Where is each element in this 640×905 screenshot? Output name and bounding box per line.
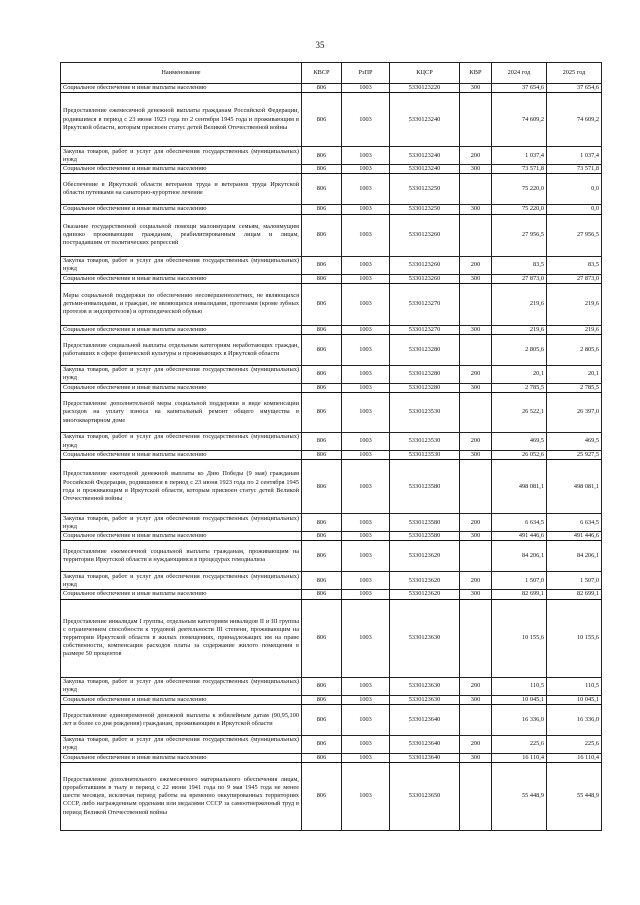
row-kvsr: 806 [302, 695, 342, 704]
table-row [61, 572, 602, 590]
row-rzpr: 1003 [342, 256, 390, 274]
row-kcsr: 5330123640 [390, 704, 460, 735]
row-value-2025: 6 634,5 [547, 514, 602, 532]
row-kvr: 200 [460, 433, 492, 451]
row-kvr: 200 [460, 365, 492, 383]
row-kcsr: 5330123580 [390, 532, 460, 541]
row-value-2025: 84 206,1 [547, 541, 602, 572]
row-kcsr: 5330123650 [390, 762, 460, 830]
row-kvr [460, 393, 492, 433]
row-name: Предоставление инвалидам I группы, отдельным категориям инвалидов II и III группы с ограничением способности к трудовой деятельности III степени, проживающим на территории Иркутской области в жилых помещениях, принадлежащих им на праве собственности, компенсации расходов платы за содержание жилого помещения в размере 50 процентов [61, 599, 302, 677]
table-row [61, 205, 602, 214]
table-row [61, 590, 602, 599]
header-2024: 2024 год [492, 63, 547, 84]
row-name: Предоставление дополнительного ежемесячного материального обеспечения лицам, проработавшим в тылу в период с 22 июня 1941 года по 9 мая 1945 года не менее шести месяцев, исключая период работы на временно оккупированных территориях СССР, либо награжденным орденами или медалями СССР за самоотверженный труд в период Великой Отечественной войны [61, 762, 302, 830]
row-kvr: 300 [460, 695, 492, 704]
row-kvr [460, 283, 492, 325]
table-row [61, 214, 602, 256]
header-kcsr: КЦСР [390, 63, 460, 84]
row-value-2025: 20,1 [547, 365, 602, 383]
row-kvr: 200 [460, 735, 492, 753]
row-kvsr: 806 [302, 174, 342, 205]
budget-table [60, 62, 602, 831]
row-value-2025: 73 571,8 [547, 165, 602, 174]
row-value-2025: 55 448,9 [547, 762, 602, 830]
row-value-2025: 27 873,0 [547, 274, 602, 283]
table-row [61, 256, 602, 274]
row-value-2024: 37 654,6 [492, 84, 547, 93]
row-name: Предоставление ежегодной денежной выплаты ко Дню Победы (9 мая) гражданам Российской Федерации, родившимся в период с 23 июня 1923 года по 2 сентября 1945 года и проживающим в Иркутской области, которым присвоен статус детей Великой Отечественной войны [61, 460, 302, 514]
row-name: Обеспечение в Иркутской области ветеранов труда и ветеранов труда Иркутской области путевками на санаторно-курортное лечение [61, 174, 302, 205]
row-rzpr: 1003 [342, 572, 390, 590]
row-kvsr: 806 [302, 283, 342, 325]
row-value-2024: 26 052,6 [492, 451, 547, 460]
row-kvr: 300 [460, 451, 492, 460]
row-value-2024: 1 507,0 [492, 572, 547, 590]
row-kvsr: 806 [302, 460, 342, 514]
row-value-2024: 82 699,1 [492, 590, 547, 599]
table-row [61, 695, 602, 704]
row-rzpr: 1003 [342, 147, 390, 165]
row-name: Закупка товаров, работ и услуг для обеспечения государственных (муниципальных) нужд [61, 256, 302, 274]
row-kcsr: 5330123530 [390, 433, 460, 451]
row-name: Социальное обеспечение и иные выплаты населению [61, 84, 302, 93]
row-kvr: 300 [460, 753, 492, 762]
row-kcsr: 5330123620 [390, 541, 460, 572]
row-rzpr: 1003 [342, 274, 390, 283]
row-kvr [460, 174, 492, 205]
row-kcsr: 5330123260 [390, 256, 460, 274]
row-name: Социальное обеспечение и иные выплаты населению [61, 695, 302, 704]
row-name: Социальное обеспечение и иные выплаты населению [61, 165, 302, 174]
row-value-2025: 0,0 [547, 174, 602, 205]
row-kvsr: 806 [302, 393, 342, 433]
row-rzpr: 1003 [342, 93, 390, 147]
row-rzpr: 1003 [342, 735, 390, 753]
header-name: Наименование [61, 63, 302, 84]
row-kvsr: 806 [302, 433, 342, 451]
row-kvsr: 806 [302, 365, 342, 383]
row-kcsr: 5330123630 [390, 695, 460, 704]
table-row [61, 393, 602, 433]
row-rzpr: 1003 [342, 704, 390, 735]
row-value-2025: 2 785,5 [547, 383, 602, 392]
table-row [61, 283, 602, 325]
row-kcsr: 5330123640 [390, 753, 460, 762]
row-kvsr: 806 [302, 274, 342, 283]
row-kvsr: 806 [302, 334, 342, 365]
row-value-2024: 110,5 [492, 677, 547, 695]
row-rzpr: 1003 [342, 334, 390, 365]
row-rzpr: 1003 [342, 460, 390, 514]
row-rzpr: 1003 [342, 532, 390, 541]
table-row [61, 84, 602, 93]
row-rzpr: 1003 [342, 365, 390, 383]
row-name: Закупка товаров, работ и услуг для обеспечения государственных (муниципальных) нужд [61, 514, 302, 532]
row-value-2024: 491 446,6 [492, 532, 547, 541]
row-rzpr: 1003 [342, 753, 390, 762]
row-rzpr: 1003 [342, 325, 390, 334]
row-value-2024: 73 571,8 [492, 165, 547, 174]
row-value-2024: 10 045,1 [492, 695, 547, 704]
table-row [61, 753, 602, 762]
row-name: Социальное обеспечение и иные выплаты населению [61, 383, 302, 392]
row-value-2024: 16 110,4 [492, 753, 547, 762]
row-kcsr: 5330123640 [390, 735, 460, 753]
row-name: Предоставление дополнительной меры социальной поддержки в виде компенсации расходов на уплату взноса на капитальный ремонт общего имущества в многоквартирном доме [61, 393, 302, 433]
row-name: Предоставление ежемесячной денежной выплаты гражданам Российской Федерации, родившимся в период с 23 июня 1923 года по 2 сентября 1945 года и проживающим в Иркутской области, которым присвоен статус детей Великой Отечественной войны [61, 93, 302, 147]
row-kcsr: 5330123280 [390, 334, 460, 365]
row-name: Предоставление единовременной денежной выплаты к юбилейным датам (90,95,100 лет и более со дня рождения) гражданам, проживающим в Иркутской области [61, 704, 302, 735]
row-rzpr: 1003 [342, 541, 390, 572]
row-value-2024: 75 220,0 [492, 205, 547, 214]
table-row [61, 325, 602, 334]
row-value-2024: 2 785,5 [492, 383, 547, 392]
row-value-2025: 225,6 [547, 735, 602, 753]
row-value-2024: 219,6 [492, 283, 547, 325]
row-value-2025: 74 609,2 [547, 93, 602, 147]
table-body [61, 84, 602, 831]
row-kvsr: 806 [302, 762, 342, 830]
row-value-2024: 83,5 [492, 256, 547, 274]
table-row [61, 451, 602, 460]
row-kvr: 300 [460, 84, 492, 93]
row-kvr: 200 [460, 147, 492, 165]
row-value-2025: 1 037,4 [547, 147, 602, 165]
row-kvr [460, 762, 492, 830]
row-kvr: 300 [460, 274, 492, 283]
row-kcsr: 5330123630 [390, 599, 460, 677]
table-row [61, 735, 602, 753]
row-value-2024: 498 081,1 [492, 460, 547, 514]
row-rzpr: 1003 [342, 393, 390, 433]
row-kvsr: 806 [302, 572, 342, 590]
row-kcsr: 5330123220 [390, 84, 460, 93]
row-value-2025: 469,5 [547, 433, 602, 451]
table-row [61, 677, 602, 695]
row-rzpr: 1003 [342, 514, 390, 532]
table-row [61, 460, 602, 514]
table-row [61, 274, 602, 283]
row-kvr: 200 [460, 514, 492, 532]
row-value-2025: 1 507,0 [547, 572, 602, 590]
table-row [61, 165, 602, 174]
row-rzpr: 1003 [342, 174, 390, 205]
table-row [61, 532, 602, 541]
row-kcsr: 5330123250 [390, 205, 460, 214]
row-value-2025: 25 927,5 [547, 451, 602, 460]
table-row [61, 599, 602, 677]
row-kvr [460, 541, 492, 572]
row-value-2024: 20,1 [492, 365, 547, 383]
row-kcsr: 5330123260 [390, 274, 460, 283]
row-kcsr: 5330123580 [390, 460, 460, 514]
row-name: Закупка товаров, работ и услуг для обеспечения государственных (муниципальных) нужд [61, 433, 302, 451]
row-rzpr: 1003 [342, 205, 390, 214]
row-value-2025: 37 654,6 [547, 84, 602, 93]
row-kvr: 300 [460, 532, 492, 541]
row-kvsr: 806 [302, 205, 342, 214]
row-value-2025: 27 956,5 [547, 214, 602, 256]
row-value-2024: 27 956,5 [492, 214, 547, 256]
row-kvr [460, 704, 492, 735]
row-value-2025: 83,5 [547, 256, 602, 274]
row-value-2025: 2 805,6 [547, 334, 602, 365]
row-kvsr: 806 [302, 214, 342, 256]
row-name: Социальное обеспечение и иные выплаты населению [61, 325, 302, 334]
row-rzpr: 1003 [342, 695, 390, 704]
row-kcsr: 5330123620 [390, 590, 460, 599]
row-kcsr: 5330123620 [390, 572, 460, 590]
row-kvsr: 806 [302, 532, 342, 541]
row-kvsr: 806 [302, 93, 342, 147]
row-value-2025: 491 446,6 [547, 532, 602, 541]
table-row [61, 147, 602, 165]
header-kvsr: КВСР [302, 63, 342, 84]
row-kcsr: 5330123580 [390, 514, 460, 532]
header-kvr: КВР [460, 63, 492, 84]
row-name: Закупка товаров, работ и услуг для обеспечения государственных (муниципальных) нужд [61, 147, 302, 165]
row-kvr: 200 [460, 256, 492, 274]
row-kvr: 300 [460, 590, 492, 599]
row-value-2025: 0,0 [547, 205, 602, 214]
table-header-row [61, 63, 602, 84]
row-kvsr: 806 [302, 599, 342, 677]
row-kvsr: 806 [302, 590, 342, 599]
row-kvr: 300 [460, 165, 492, 174]
row-value-2024: 1 037,4 [492, 147, 547, 165]
table-row [61, 762, 602, 830]
row-value-2024: 55 448,9 [492, 762, 547, 830]
row-value-2024: 219,6 [492, 325, 547, 334]
row-kvsr: 806 [302, 84, 342, 93]
row-kvr [460, 599, 492, 677]
row-rzpr: 1003 [342, 214, 390, 256]
row-rzpr: 1003 [342, 165, 390, 174]
row-kvr: 300 [460, 205, 492, 214]
row-value-2024: 225,6 [492, 735, 547, 753]
table-row [61, 704, 602, 735]
row-value-2024: 16 336,0 [492, 704, 547, 735]
table-row [61, 514, 602, 532]
row-kvsr: 806 [302, 256, 342, 274]
table-row [61, 174, 602, 205]
row-value-2024: 2 805,6 [492, 334, 547, 365]
row-value-2024: 6 634,5 [492, 514, 547, 532]
row-value-2024: 74 609,2 [492, 93, 547, 147]
row-kvsr: 806 [302, 677, 342, 695]
row-kvsr: 806 [302, 147, 342, 165]
row-kvsr: 806 [302, 735, 342, 753]
table-row [61, 93, 602, 147]
row-value-2024: 84 206,1 [492, 541, 547, 572]
row-name: Социальное обеспечение и иные выплаты населению [61, 532, 302, 541]
row-kvr: 300 [460, 325, 492, 334]
row-value-2025: 10 155,6 [547, 599, 602, 677]
row-kvsr: 806 [302, 753, 342, 762]
row-value-2025: 110,5 [547, 677, 602, 695]
row-name: Закупка товаров, работ и услуг для обеспечения государственных (муниципальных) нужд [61, 365, 302, 383]
row-kcsr: 5330123240 [390, 147, 460, 165]
row-value-2025: 82 699,1 [547, 590, 602, 599]
row-kvr [460, 460, 492, 514]
row-name: Социальное обеспечение и иные выплаты населению [61, 205, 302, 214]
page-number: 35 [315, 40, 325, 50]
row-name: Оказание государственной социальной помощи малоимущим семьям, малоимущим одиноко проживающим гражданам, реабилитированным лицам и лицам, пострадавшим от политических репрессий [61, 214, 302, 256]
row-kvsr: 806 [302, 541, 342, 572]
row-kvr [460, 334, 492, 365]
table-row [61, 541, 602, 572]
row-name: Меры социальной поддержки по обеспечению несовершеннолетних, не являющихся детьми-инвалидами, и граждан, не являющихся инвалидами, протезами (кроме зубных протезов и эндопротезов) и ортопедической обувью [61, 283, 302, 325]
row-name: Социальное обеспечение и иные выплаты населению [61, 590, 302, 599]
row-value-2025: 498 081,1 [547, 460, 602, 514]
row-name: Закупка товаров, работ и услуг для обеспечения государственных (муниципальных) нужд [61, 677, 302, 695]
row-kcsr: 5330123240 [390, 165, 460, 174]
row-name: Предоставление социальной выплаты отдельным категориям неработающих граждан, работавших в сфере физической культуры и проживающих в Иркутской области [61, 334, 302, 365]
row-name: Предоставление ежемесячной социальной выплаты гражданам, проживающим на территории Иркутской области и нуждающимся в процедурах гемодиализа [61, 541, 302, 572]
row-name: Социальное обеспечение и иные выплаты населению [61, 753, 302, 762]
row-kvsr: 806 [302, 451, 342, 460]
row-value-2024: 10 155,6 [492, 599, 547, 677]
row-rzpr: 1003 [342, 433, 390, 451]
row-value-2025: 16 110,4 [547, 753, 602, 762]
row-kcsr: 5330123630 [390, 677, 460, 695]
row-kcsr: 5330123270 [390, 325, 460, 334]
row-name: Закупка товаров, работ и услуг для обеспечения государственных (муниципальных) нужд [61, 735, 302, 753]
row-kvsr: 806 [302, 514, 342, 532]
row-kcsr: 5330123250 [390, 174, 460, 205]
row-kvsr: 806 [302, 383, 342, 392]
row-kvr [460, 214, 492, 256]
header-2025: 2025 год [547, 63, 602, 84]
row-kcsr: 5330123280 [390, 365, 460, 383]
row-rzpr: 1003 [342, 762, 390, 830]
row-kvsr: 806 [302, 704, 342, 735]
row-name: Социальное обеспечение и иные выплаты населению [61, 451, 302, 460]
row-value-2025: 10 045,1 [547, 695, 602, 704]
table-row [61, 365, 602, 383]
row-kvr: 300 [460, 383, 492, 392]
row-kvr: 200 [460, 572, 492, 590]
row-rzpr: 1003 [342, 383, 390, 392]
row-kcsr: 5330123530 [390, 451, 460, 460]
table-row [61, 334, 602, 365]
row-value-2025: 16 336,0 [547, 704, 602, 735]
row-rzpr: 1003 [342, 677, 390, 695]
row-kcsr: 5330123240 [390, 93, 460, 147]
row-value-2024: 26 522,1 [492, 393, 547, 433]
row-kvr [460, 93, 492, 147]
row-rzpr: 1003 [342, 590, 390, 599]
row-rzpr: 1003 [342, 451, 390, 460]
header-rzpr: РзПР [342, 63, 390, 84]
row-rzpr: 1003 [342, 599, 390, 677]
row-value-2024: 27 873,0 [492, 274, 547, 283]
row-name: Социальное обеспечение и иные выплаты населению [61, 274, 302, 283]
row-kcsr: 5330123280 [390, 383, 460, 392]
row-name: Закупка товаров, работ и услуг для обеспечения государственных (муниципальных) нужд [61, 572, 302, 590]
row-kcsr: 5330123270 [390, 283, 460, 325]
table-row [61, 383, 602, 392]
row-value-2024: 469,5 [492, 433, 547, 451]
row-value-2025: 26 397,0 [547, 393, 602, 433]
row-value-2025: 219,6 [547, 283, 602, 325]
row-kcsr: 5330123260 [390, 214, 460, 256]
row-kvsr: 806 [302, 165, 342, 174]
table-row [61, 433, 602, 451]
row-kcsr: 5330123530 [390, 393, 460, 433]
row-value-2025: 219,6 [547, 325, 602, 334]
row-rzpr: 1003 [342, 84, 390, 93]
row-rzpr: 1003 [342, 283, 390, 325]
row-kvsr: 806 [302, 325, 342, 334]
row-kvr: 200 [460, 677, 492, 695]
row-value-2024: 75 220,0 [492, 174, 547, 205]
